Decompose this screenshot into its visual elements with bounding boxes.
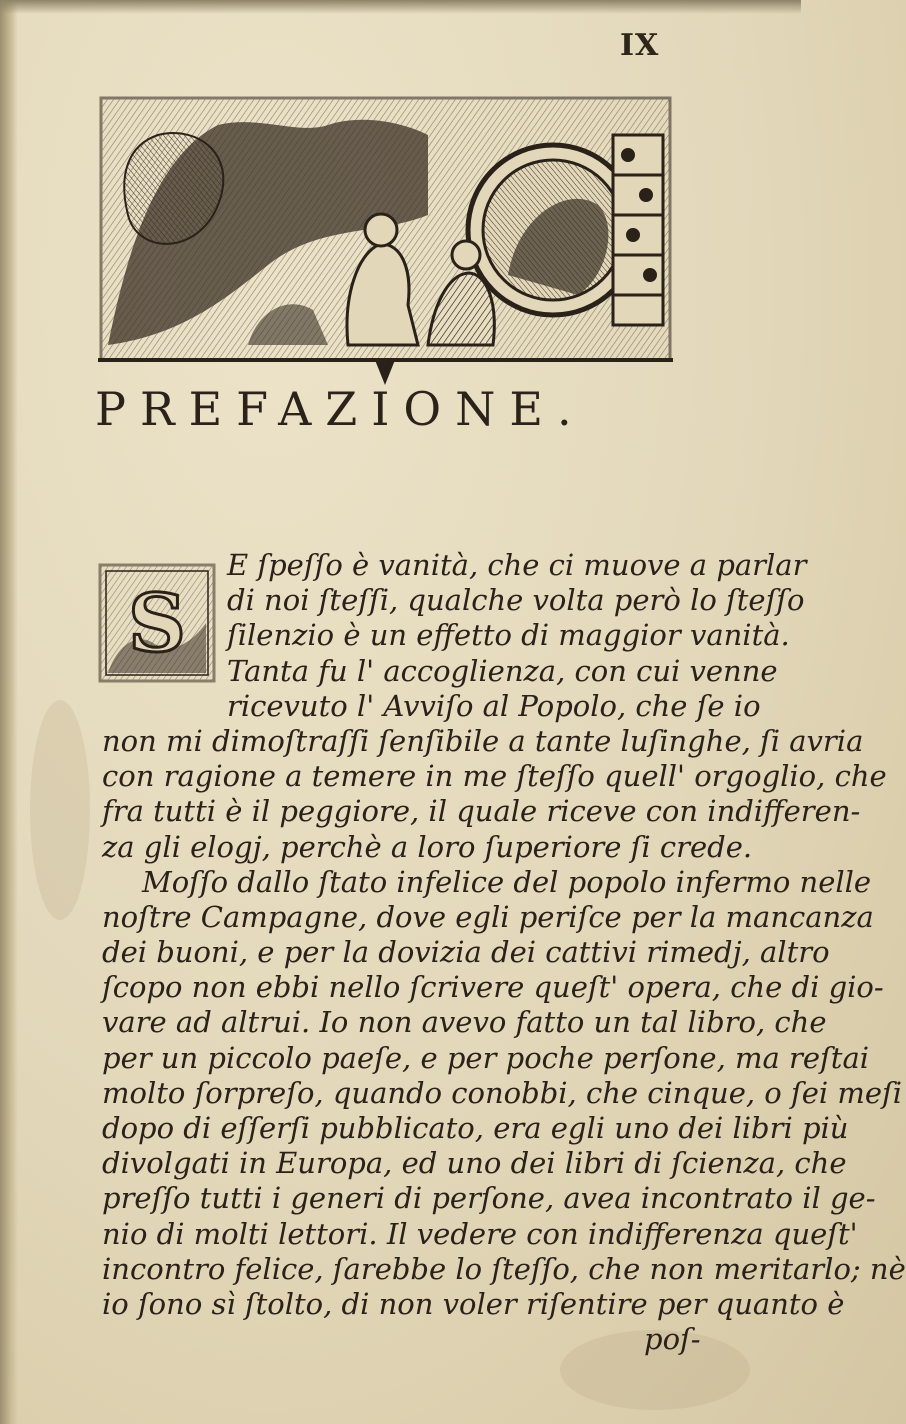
text-line: ſilenzio è un effetto di maggior vanità. <box>227 618 790 653</box>
text-line: dopo di eſſerſi pubblicato, era egli uno dei libri più <box>102 1111 849 1145</box>
engraved-headpiece-illustration <box>98 95 673 370</box>
page-title: PREFAZIONE. <box>95 382 586 436</box>
text-line: non mi dimoſtraſſi ſenſibile a tante luſinghe, ſi avria <box>102 723 864 758</box>
text-line: preſſo tutti i generi di perſone, avea incontrato il ge- <box>102 1181 876 1216</box>
text-line: fra tutti è il peggiore, il quale riceve con indifferen- <box>102 794 861 829</box>
text-line: io ſono sì ſtolto, di non voler riſentire per quanto è <box>102 1286 845 1321</box>
text-line: di noi ſteſſi, qualche volta però lo ſteſſo <box>227 583 805 618</box>
text-line: nio di molti lettori. Il vedere con indifferenza queſt' <box>102 1216 858 1251</box>
paper-stain <box>30 700 90 920</box>
text-line: E ſpeſſo è vanità, che ci muove a parlar <box>227 548 807 582</box>
page-folio: IX <box>620 28 660 63</box>
page-top-shadow <box>0 0 801 14</box>
catchword: poſ- <box>644 1322 701 1357</box>
text-line: incontro felice, ſarebbe lo ſteſſo, che non meritarlo; nè <box>102 1251 906 1286</box>
text-line: dei buoni, e per la dovizia dei cattivi rimedj, altro <box>102 935 830 970</box>
text-line: molto ſorpreſo, quando conobbi, che cinque, o ſei meſi <box>102 1075 903 1110</box>
text-line: divolgati in Europa, ed uno dei libri di ſcienza, che <box>102 1146 847 1181</box>
text-line: za gli elogj, perchè a loro ſuperiore ſi crede. <box>102 829 753 864</box>
text-line: noſtre Campagne, dove egli periſce per la mancanza <box>102 899 874 934</box>
text-line: con ragione a temere in me ſteſſo quell' orgoglio, che <box>102 759 887 794</box>
text-line: per un piccolo paeſe, e per poche perſone, ma reſtai <box>102 1040 870 1075</box>
text-line: ricevuto l' Avviſo al Popolo, che ſe io <box>227 688 761 723</box>
initial-letter-glyph: S <box>128 576 186 670</box>
page-gutter-shadow <box>0 0 18 1424</box>
text-line: Tanta fu l' accoglienza, con cui venne <box>227 653 778 688</box>
text-line: ſcopo non ebbi nello ſcrivere queſt' opera, che di gio- <box>102 970 884 1005</box>
text-line: Moſſo dallo ſtato infelice del popolo infermo nelle <box>142 864 872 899</box>
text-line: vare ad altrui. Io non avevo fatto un tal libro, che <box>102 1005 827 1040</box>
body-text <box>102 548 906 1357</box>
